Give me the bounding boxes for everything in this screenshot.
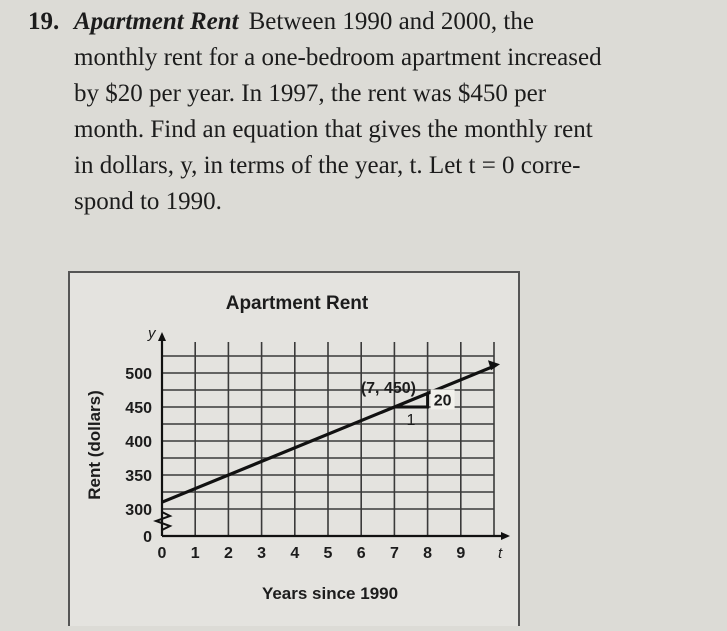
problem-line-1 xyxy=(74,4,722,40)
problem-title: Apartment Rent xyxy=(74,8,239,35)
problem-statement xyxy=(74,4,722,220)
y-axis-variable: y xyxy=(148,325,156,342)
x-tick-label: 8 xyxy=(423,545,433,562)
problem-line-5: in dollars, y, in terms of the year, t. Let t = 0 corre- xyxy=(74,152,581,179)
problem-line-2: monthly rent for a one-bedroom apartment increased xyxy=(74,44,602,71)
x-tick-label: 2 xyxy=(223,545,233,562)
apartment-rent-chart xyxy=(70,273,518,626)
slope-rise-label: 20 xyxy=(433,392,452,410)
x-axis-variable: t xyxy=(498,545,503,562)
y-tick-label: 400 xyxy=(125,434,152,451)
x-tick-label: 4 xyxy=(290,545,300,562)
x-tick-label: 3 xyxy=(257,545,267,562)
x-axis-arrow xyxy=(501,532,510,540)
y-tick-label: 300 xyxy=(125,502,152,519)
y-tick-label: 350 xyxy=(125,468,152,485)
x-tick-label: 5 xyxy=(323,545,333,562)
problem-number: 19. xyxy=(28,8,60,35)
x-tick-label: 7 xyxy=(389,545,399,562)
x-tick-label: 6 xyxy=(356,545,366,562)
slope-run-label: 1 xyxy=(406,412,416,429)
x-tick-label: 9 xyxy=(456,545,466,562)
x-tick-label: 0 xyxy=(157,545,167,562)
figure-box xyxy=(68,271,520,626)
chart-title: Apartment Rent xyxy=(225,293,369,314)
point-label: (7, 450) xyxy=(360,380,416,397)
chart-grid xyxy=(162,342,494,536)
y-axis-label: Rent (dollars) xyxy=(85,390,104,500)
y-tick-label: 450 xyxy=(125,400,152,417)
x-axis-label: Years since 1990 xyxy=(261,584,399,603)
y-axis-arrow xyxy=(158,332,166,341)
x-tick-label: 1 xyxy=(190,545,200,562)
problem-line-6: spond to 1990. xyxy=(74,188,222,215)
y-tick-label: 500 xyxy=(125,366,152,383)
problem-line-1-text: Between 1990 and 2000, the xyxy=(248,8,534,35)
problem-line-3: by $20 per year. In 1997, the rent was $450 per xyxy=(74,80,547,107)
y-tick-label: 0 xyxy=(143,529,152,546)
problem-line-4: month. Find an equation that gives the monthly rent xyxy=(74,116,593,143)
chart-series xyxy=(162,360,500,502)
